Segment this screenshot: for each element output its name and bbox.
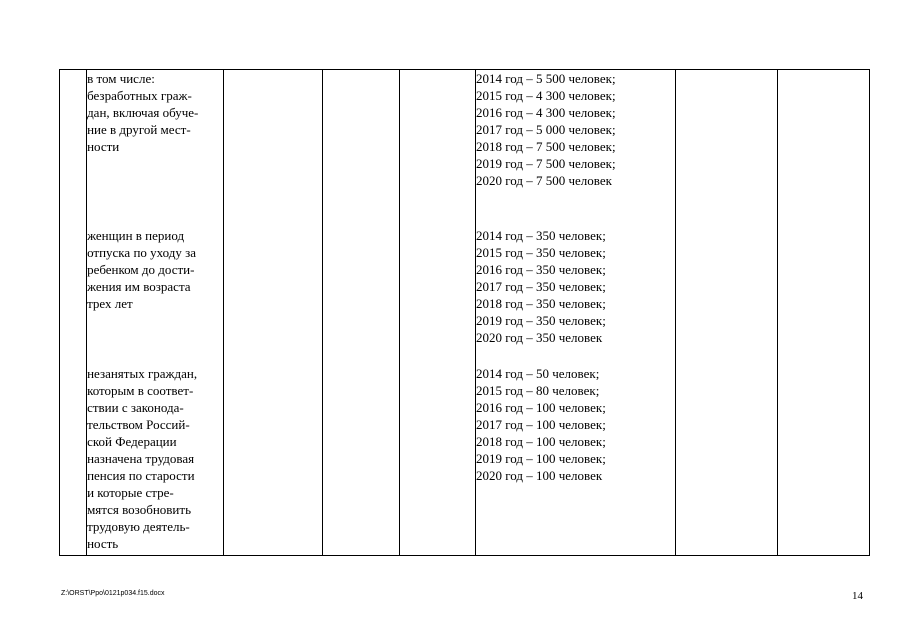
yearly-value-line: 2020 год – 350 человек	[476, 330, 603, 345]
category-line: которым в соответ-	[87, 383, 194, 398]
yearly-value-line: 2014 год – 350 человек;	[476, 228, 606, 243]
category-line: и которые стре-	[87, 485, 174, 500]
empty-cell	[676, 70, 777, 556]
category-line: ской Федерации	[87, 434, 177, 449]
yearly-value-line: 2020 год – 7 500 человек	[476, 173, 612, 188]
category-line: ности	[87, 139, 120, 154]
category-line: ность	[87, 536, 119, 551]
yearly-value-line: 2015 год – 80 человек;	[476, 383, 600, 398]
empty-cell	[224, 70, 322, 556]
category-line: назначена трудовая	[87, 451, 195, 466]
yearly-value-line: 2016 год – 100 человек;	[476, 400, 606, 415]
yearly-value-line: 2018 год – 100 человек;	[476, 434, 606, 449]
yearly-value-line: 2016 год – 4 300 человек;	[476, 105, 616, 120]
yearly-values-women-parental-leave	[476, 227, 675, 365]
category-label-pensioners	[87, 365, 223, 555]
yearly-value-line: 2018 год – 7 500 человек;	[476, 139, 616, 154]
category-line: жения им возраста	[87, 279, 191, 294]
category-line: ствии с законода-	[87, 400, 184, 415]
category-line: дан, включая обуче-	[87, 105, 199, 120]
yearly-values-pensioners	[476, 365, 675, 555]
yearly-value-line: 2014 год – 50 человек;	[476, 366, 600, 381]
yearly-value-line: 2018 год – 350 человек;	[476, 296, 606, 311]
yearly-values-unemployed	[476, 70, 675, 227]
category-line: отпуска по уходу за	[87, 245, 197, 260]
yearly-value-line: 2017 год – 100 человек;	[476, 417, 606, 432]
category-line: тельством Россий-	[87, 417, 190, 432]
yearly-value-line: 2015 год – 4 300 человек;	[476, 88, 616, 103]
category-line: женщин в период	[87, 228, 185, 243]
yearly-value-line: 2014 год – 5 500 человек;	[476, 71, 616, 86]
yearly-value-line: 2017 год – 5 000 человек;	[476, 122, 616, 137]
yearly-value-line: 2020 год – 100 человек	[476, 468, 603, 483]
yearly-value-line: 2019 год – 100 человек;	[476, 451, 606, 466]
row-number-cell	[60, 70, 87, 556]
category-line: трех лет	[87, 296, 133, 311]
category-line: незанятых граждан,	[87, 366, 198, 381]
category-line: в том числе:	[87, 71, 155, 86]
yearly-value-line: 2019 год – 7 500 человек;	[476, 156, 616, 171]
yearly-value-line: 2017 год – 350 человек;	[476, 279, 606, 294]
empty-cell	[777, 70, 869, 556]
category-line: безработных граж-	[87, 88, 192, 103]
category-line: трудовую деятель-	[87, 519, 190, 534]
empty-cell	[322, 70, 399, 556]
category-line: пенсия по старости	[87, 468, 195, 483]
yearly-value-line: 2019 год – 350 человек;	[476, 313, 606, 328]
category-line: мятся возобновить	[87, 502, 191, 517]
empty-cell	[399, 70, 475, 556]
category-label-unemployed	[87, 70, 223, 227]
footer-file-path: Z:\ORST\Ppo\0121p034.f15.docx	[61, 590, 165, 597]
yearly-values-cell	[476, 70, 676, 556]
category-line: ребенком до дости-	[87, 262, 195, 277]
yearly-value-line: 2016 год – 350 человек;	[476, 262, 606, 277]
category-label-women-parental-leave	[87, 227, 223, 365]
page-number: 14	[852, 590, 863, 602]
category-cell	[87, 70, 224, 556]
yearly-value-line: 2015 год – 350 человек;	[476, 245, 606, 260]
program-indicators-table	[59, 69, 870, 556]
table-row	[60, 70, 870, 556]
category-line: ние в другой мест-	[87, 122, 191, 137]
